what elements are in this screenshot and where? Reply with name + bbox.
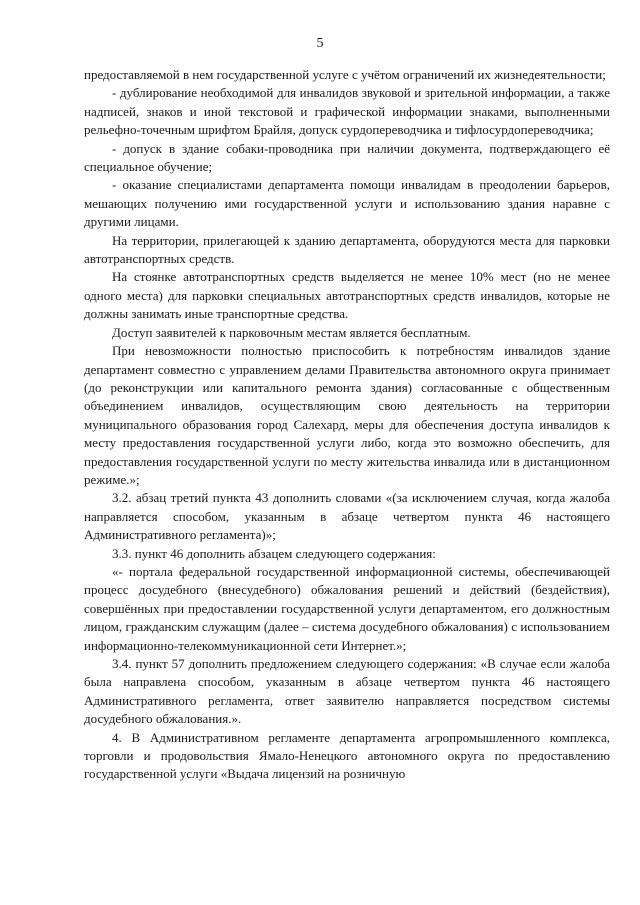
page-number: 5 [316, 36, 324, 51]
paragraph-parking-area: На территории, прилегающей к зданию департамента, оборудуются места для парковки автотранспортных средств. [84, 232, 610, 267]
paragraph-continuation: предоставляемой в нем государственной услуге с учётом ограничений их жизнедеятельности; [84, 67, 606, 82]
paragraph-free-parking: Доступ заявителей к парковочным местам является бесплатным. [112, 324, 471, 340]
paragraph-sound-visual-duplication: - дублирование необходимой для инвалидов звуковой и зрительной информации, а также надписей, знаков и иной текстовой и графической информации знаками, выполненными рельефно-точечным шрифтом Брайля, допуск сурдопереводчика и тифлосурдопереводчика; [84, 85, 610, 138]
paragraph-section-4: 4. В Административном регламенте департамента агропромышленного комплекса, торговли и продовольствия Ямало-Ненецкого автономного округа по предоставлению государственной услуги «Выдача лицензий на розничную [84, 729, 610, 782]
paragraph-amendment-3-2: 3.2. абзац третий пункта 43 дополнить словами «(за исключением случая, когда жалоба направляется способом, указанным в абзаце четвертом пункта 46 настоящего Административного регламента)»; [84, 490, 610, 543]
paragraph-amendment-3-4: 3.4. пункт 57 дополнить предложением следующего содержания: «В случае если жалоба была направлена способом, указанным в абзаце четвертом пункта 46 настоящего Административного регламента, ответ заявителю направляется посредством системы досудебного обжалования.». [84, 656, 610, 727]
paragraph-amendment-3-3: 3.3. пункт 46 дополнить абзацем следующего содержания: [112, 545, 436, 561]
paragraph-parking-quota: На стоянке автотранспортных средств выделяется не менее 10% мест (но не менее одного места) для парковки специальных автотранспортных средств инвалидов, которые не должны занимать иные транспортные средства. [84, 269, 610, 322]
paragraph-accessibility-measures: При невозможности полностью приспособить к потребностям инвалидов здание департамент совместно с управлением делами Правительства автономного округа принимает (до реконструкции или капитального ремонта здания) согласованные с общественным объединением инвалидов, осуществляющим свою деятельность на территории муниципального образования город Салехард, меры для обеспечения доступа инвалидов к месту предоставления государственной услуги либо, когда это возможно обеспечить, для предоставления государственной услуги по месту жительства инвалида или в дистанционном режиме.»; [84, 343, 610, 487]
document-body [84, 66, 610, 784]
paragraph-portal-clause: «- портала федеральной государственной информационной системы, обеспечивающей процесс досудебного (внесудебного) обжалования решений и действий (бездействия), совершённых при предоставлении государственной услуги департаментом, его должностным лицом, гражданским служащим (далее – система досудебного обжалования) с использованием информационно-телекоммуникационной сети Интернет.»; [84, 563, 610, 653]
paragraph-guide-dog: - допуск в здание собаки-проводника при наличии документа, подтверждающего её специальное обучение; [84, 140, 610, 175]
paragraph-staff-assistance: - оказание специалистами департамента помощи инвалидам в преодолении барьеров, мешающих получению ими государственной услуги и использованию здания наравне с другими лицами. [84, 177, 610, 230]
